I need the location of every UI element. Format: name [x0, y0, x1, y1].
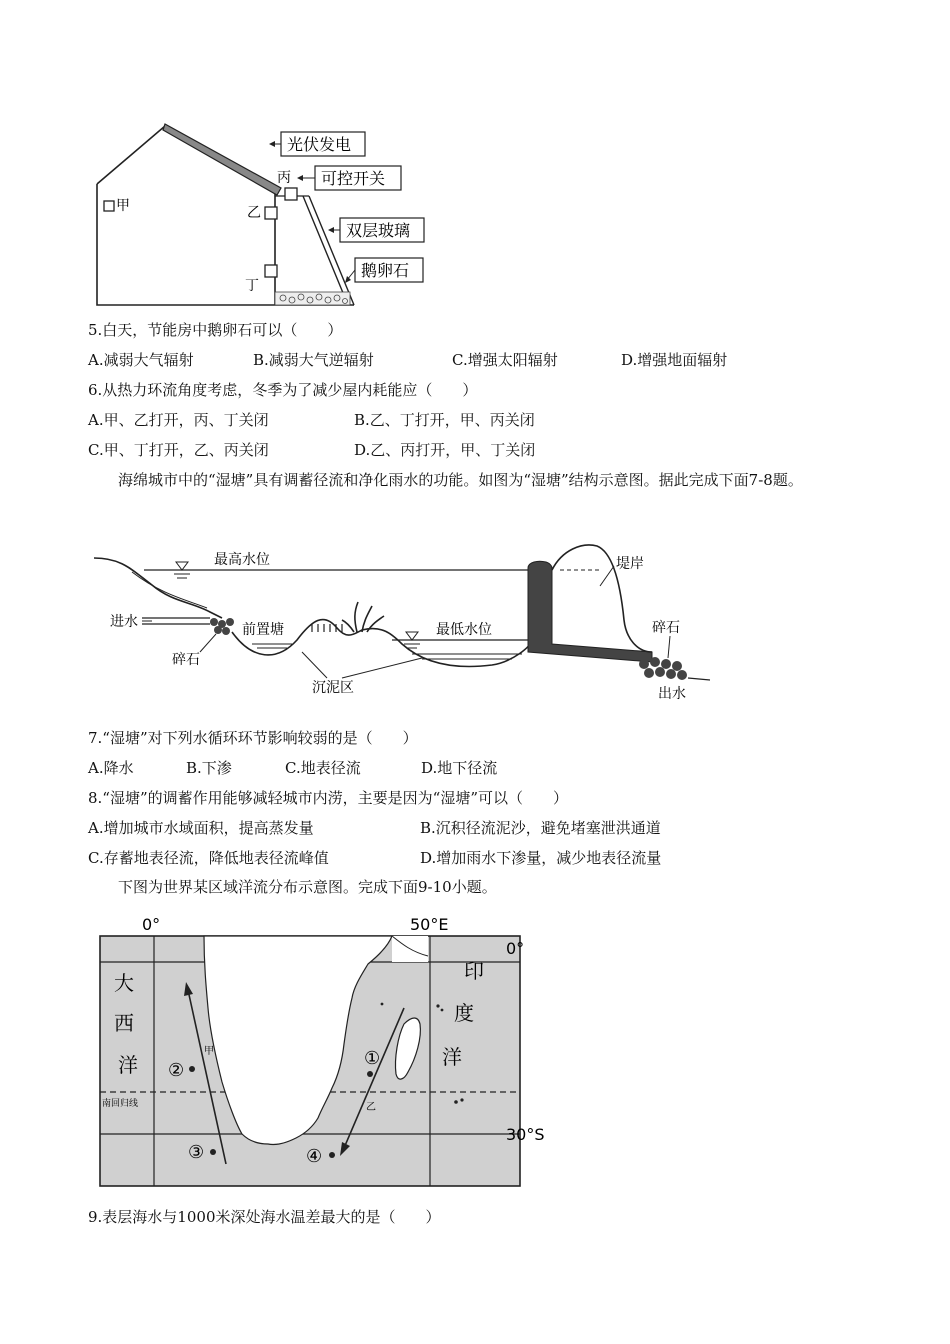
- atlantic-char-2: 西: [114, 1011, 134, 1035]
- indian-char-2: 度: [454, 1001, 474, 1025]
- q7-option-d: D.地下径流: [421, 759, 498, 777]
- vent-ding: [265, 265, 277, 277]
- q7-stem: 7.“湿塘”对下列水循环环节影响较弱的是（ ）: [88, 729, 418, 747]
- ocean-current-map: [92, 912, 552, 1192]
- marker-3: ③: [188, 1142, 205, 1163]
- point-label-yi: 乙: [247, 205, 261, 221]
- atlantic-char-3: 洋: [118, 1053, 138, 1077]
- label-outlet: 出水: [658, 686, 686, 702]
- label-forebay: 前置塘: [242, 622, 284, 638]
- vent-yi: [265, 207, 277, 219]
- point-label-ding: 丁: [245, 278, 259, 294]
- marker-2: ②: [168, 1060, 185, 1081]
- q7-option-c: C.地表径流: [285, 759, 361, 777]
- q8-option-b: B.沉积径流泥沙，避免堵塞泄洪通道: [420, 819, 661, 837]
- label-pebble: 鹅卵石: [361, 261, 410, 280]
- indian-char-1: 印: [464, 959, 484, 983]
- marker-1: ①: [364, 1048, 381, 1069]
- q6-option-b: B.乙、丁打开，甲、丙关闭: [354, 411, 535, 429]
- q6-option-d: D.乙、丙打开，甲、丁关闭: [354, 441, 536, 459]
- label-sediment: 沉泥区: [312, 680, 354, 696]
- label-pv: 光伏发电: [287, 135, 352, 154]
- tropic-label: 南回归线: [102, 1099, 139, 1109]
- wet-pond-diagram: [92, 540, 712, 710]
- q5-stem: 5.白天，节能房中鹅卵石可以（ ）: [88, 321, 343, 339]
- marker-4: ④: [306, 1146, 323, 1167]
- intro-9-10: 下图为世界某区域洋流分布示意图。完成下面9-10小题。: [118, 878, 497, 896]
- label-highest-level: 最高水位: [214, 552, 270, 568]
- q8-option-a: A.增加城市水域面积，提高蒸发量: [88, 819, 314, 837]
- q5-option-a: A.减弱大气辐射: [88, 351, 194, 369]
- lon-label-0: 0°: [142, 915, 161, 934]
- q5-option-d: D.增强地面辐射: [621, 351, 728, 369]
- label-lowest-level: 最低水位: [436, 622, 492, 638]
- energy-house-diagram: [85, 120, 435, 310]
- q6-stem: 6.从热力环流角度考虑，冬季为了减少屋内耗能应（ ）: [88, 381, 478, 399]
- q5-option-c: C.增强太阳辐射: [452, 351, 558, 369]
- q7-option-b: B.下渗: [186, 759, 232, 777]
- indian-char-3: 洋: [442, 1045, 462, 1069]
- lon-label-50e: 50°E: [410, 915, 449, 934]
- label-stone-right: 碎石: [652, 620, 680, 636]
- atlantic-char-1: 大: [114, 971, 134, 995]
- intro-7-8: 海绵城市中的“湿塘”具有调蓄径流和净化雨水的功能。如图为“湿塘”结构示意图。据此完成下面7-8题。: [118, 471, 803, 489]
- q9-stem: 9.表层海水与1000米深处海水温差最大的是（ ）: [88, 1208, 441, 1226]
- q6-option-a: A.甲、乙打开，丙、丁关闭: [88, 411, 269, 429]
- q5-option-b: B.减弱大气逆辐射: [253, 351, 374, 369]
- label-stone-left: 碎石: [172, 652, 200, 668]
- lat-label-30s: 30°S: [506, 1125, 545, 1144]
- q6-option-c: C.甲、丁打开，乙、丙关闭: [88, 441, 269, 459]
- pv-panel: [163, 124, 281, 195]
- label-glass: 双层玻璃: [346, 221, 411, 240]
- q8-stem: 8.“湿塘”的调蓄作用能够减轻城市内涝，主要是因为“湿塘”可以（ ）: [88, 789, 568, 807]
- vent-jia: [104, 201, 114, 211]
- dam-wall: [528, 561, 652, 662]
- q8-option-c: C.存蓄地表径流，降低地表径流峰值: [88, 849, 329, 867]
- vent-bing: [285, 188, 297, 200]
- label-switch: 可控开关: [321, 169, 386, 188]
- current-label-jia: 甲: [204, 1046, 214, 1057]
- lat-label-0: 0°: [506, 939, 525, 958]
- point-label-jia: 甲: [116, 198, 130, 214]
- label-embankment: 堤岸: [616, 556, 644, 572]
- point-label-bing: 丙: [277, 170, 291, 186]
- current-label-yi: 乙: [366, 1102, 376, 1113]
- q7-option-a: A.降水: [88, 759, 134, 777]
- label-inlet: 进水: [110, 614, 138, 630]
- q8-option-d: D.增加雨水下渗量，减少地表径流量: [420, 849, 662, 867]
